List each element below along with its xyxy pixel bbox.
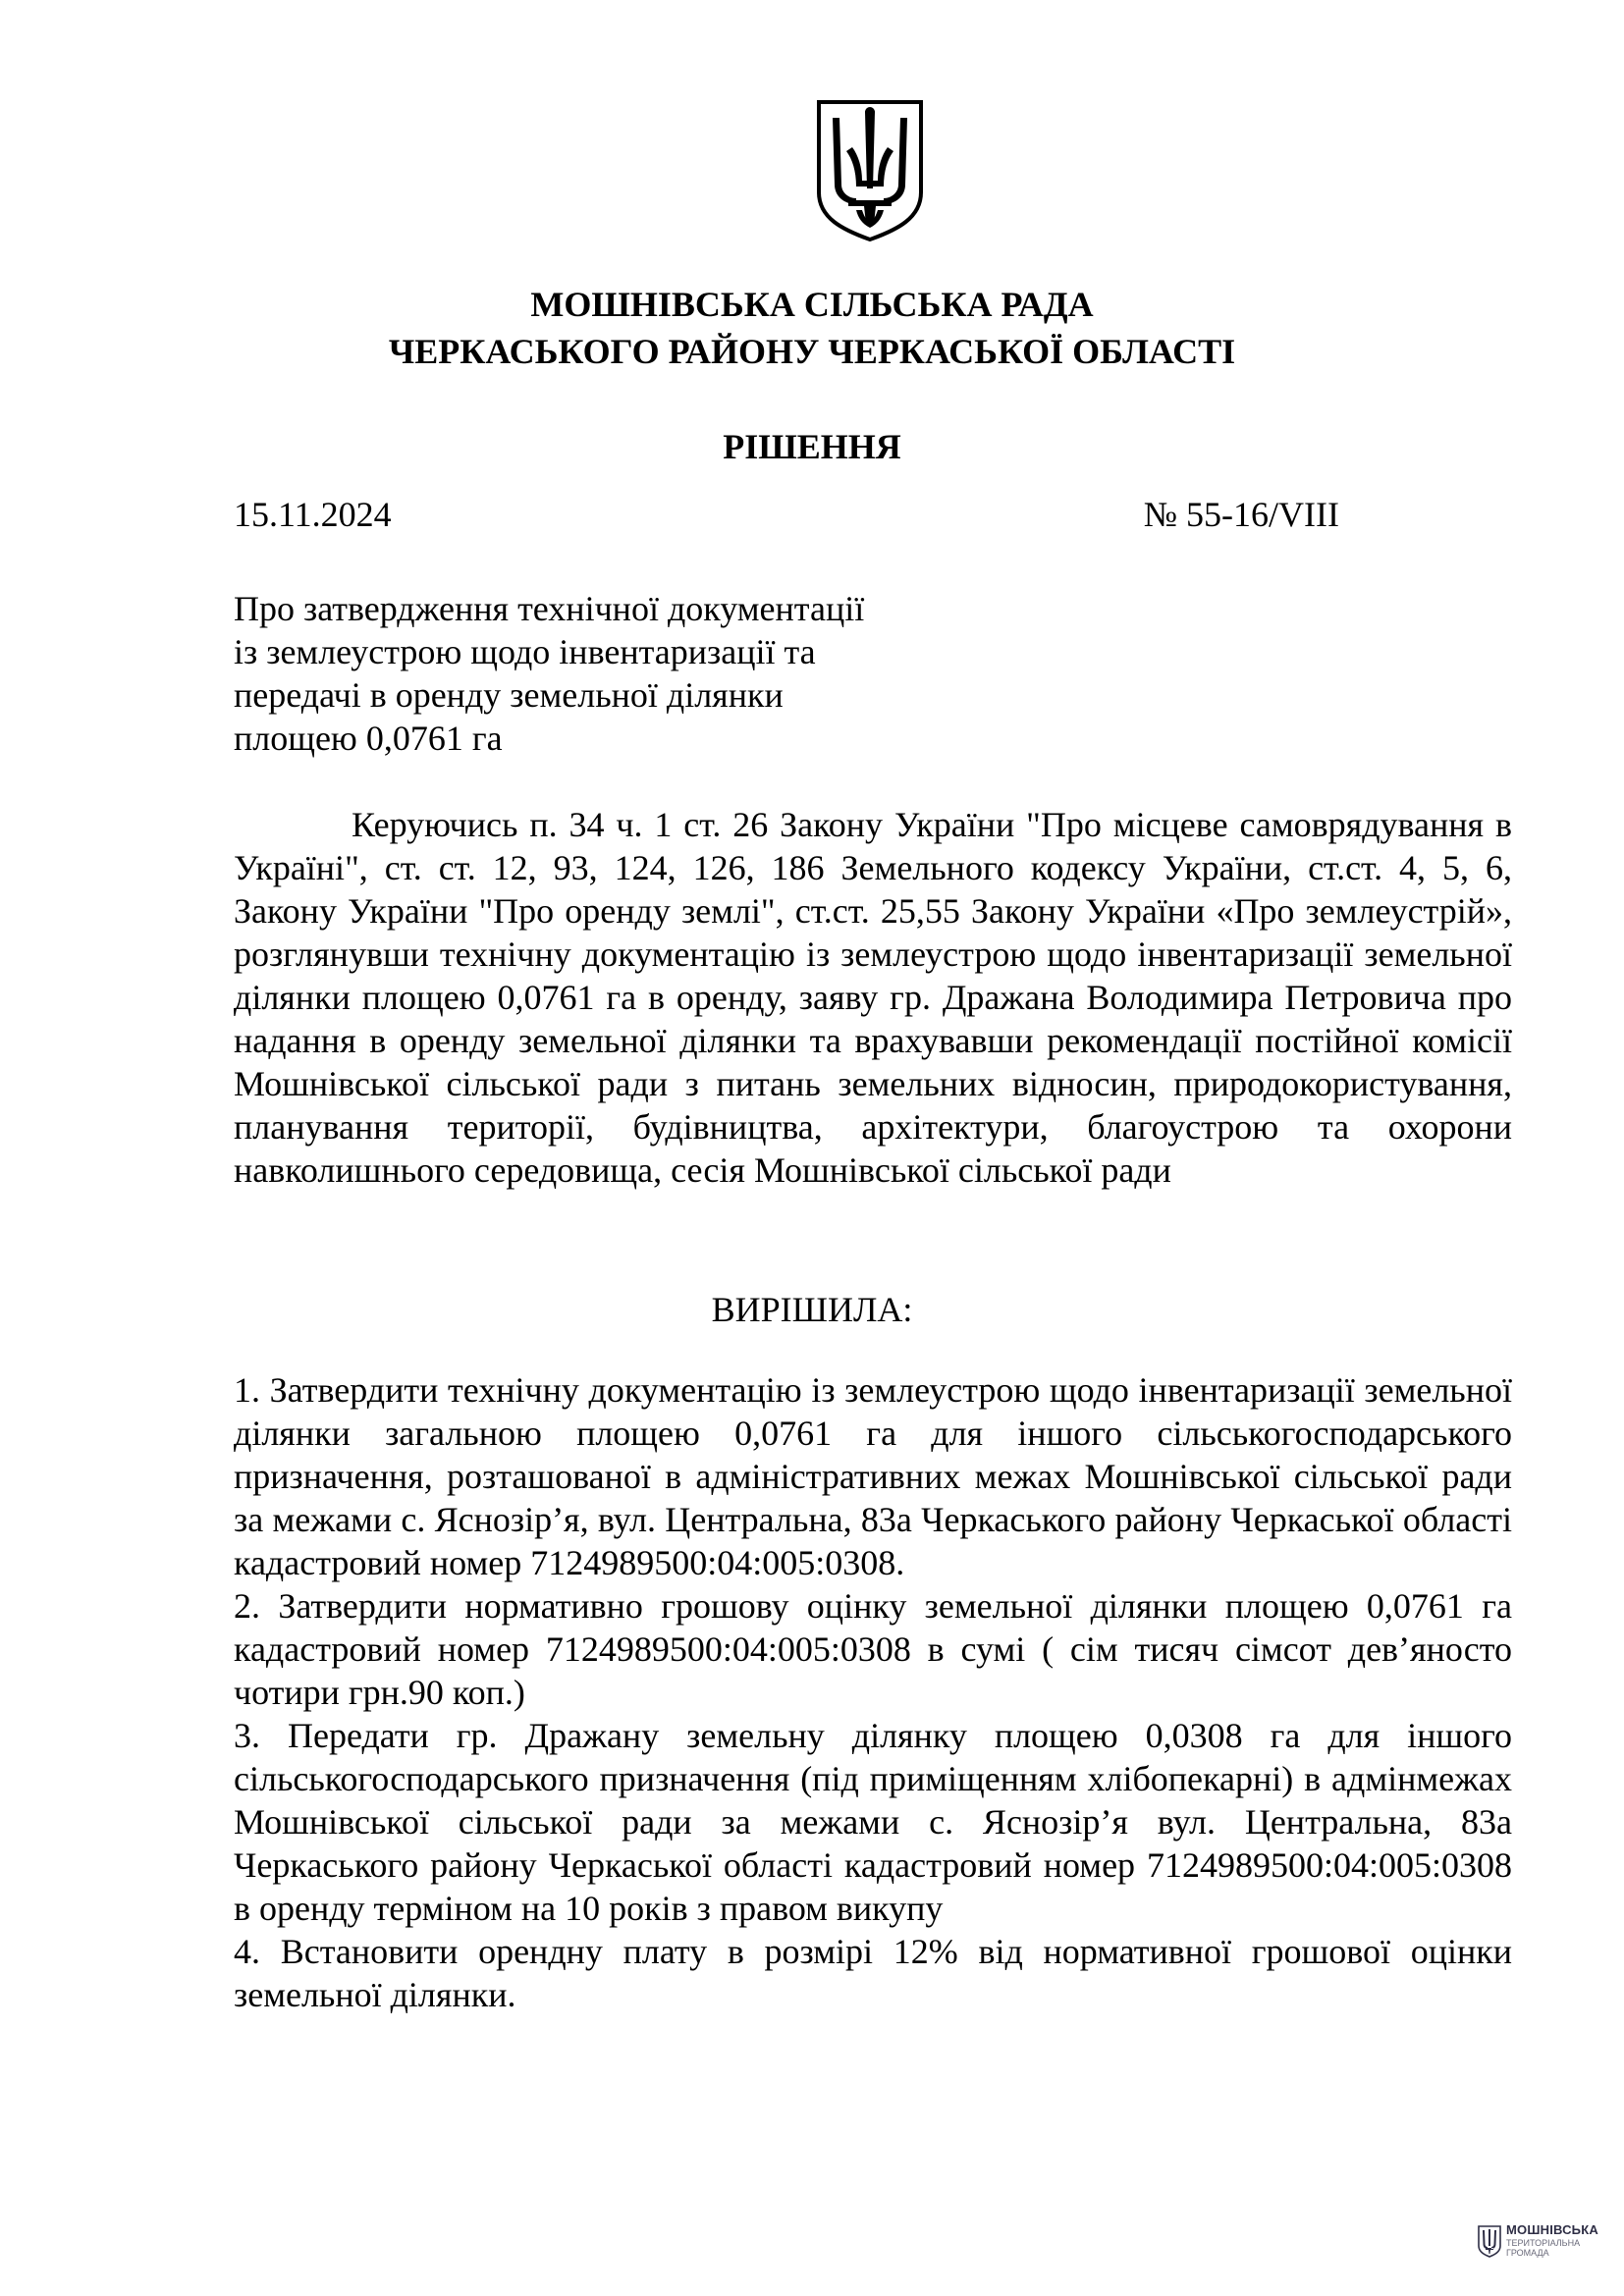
document-type-title: РІШЕННЯ — [723, 427, 901, 466]
community-logo — [1477, 2220, 1614, 2277]
decision-item: 1. Затвердити технічну документацію із землеустрою щодо інвентаризації земельної ділянки загальною площею 0,0761 га для іншого сільськогосподарського призначення, розташованої в адміністративних межах Мошнівської сільської ради за межами с. Яснозір’я, вул. Центральна, 83а Черкаського району Черкаської області кадастровий номер 7124989500:04:005:0308. — [234, 1370, 1512, 1582]
decision-subject — [234, 587, 941, 760]
decision-item: 3. Передати гр. Дражану земельну ділянку площею 0,0308 га для іншого сільськогосподарського призначення (під приміщенням хлібопекарні) в адмінмежах Мошнівської сільської ради за межами с. Яснозір’я вул. Центральна, 83а Черкаського району Черкаської області кадастровий номер 7124989500:04:005:0308 в оренду терміном на 10 років з правом викупу — [234, 1716, 1512, 1928]
community-logo-subtitle: ТЕРИТОРІАЛЬНА ГРОМАДА — [1506, 2238, 1581, 2258]
community-logo-title: МОШНІВСЬКА — [1506, 2222, 1598, 2237]
decision-date: 15.11.2024 — [234, 495, 392, 534]
trident-small-icon — [1477, 2224, 1502, 2258]
subject-line: площею 0,0761 га — [234, 719, 503, 758]
decided-heading: ВИРІШИЛА: — [711, 1290, 913, 1329]
decision-number: № 55-16/VIII — [1143, 495, 1339, 534]
subject-line: Про затвердження технічної документації — [234, 589, 865, 628]
subject-line: передачі в оренду земельної ділянки — [234, 675, 784, 715]
preamble-paragraph: Керуючись п. 34 ч. 1 ст. 26 Закону України "Про місцеве самоврядування в Україні", ст. ст. 12, 93, 124, 126, 186 Земельного кодексу України, ст.ст. 4, 5, 6, Закону України "Про оренду землі", ст.ст. 25,55 Закону України «Про землеустрій», розглянувши технічну документацію із землеустрою щодо інвентаризації земельної ділянки площею 0,0761 га в оренду, заяву гр. Дражана Володимира Петровича про надання в оренду земельної ділянки та врахувавши рекомендації постійної комісії Мошнівської сільської ради з питань земельних відносин, природокористування, планування території, будівництва, архітектури, благоустрою та охорони навколишнього середовища, сесія Мошнівської сільської ради — [234, 805, 1512, 1190]
decision-item: 2. Затвердити нормативно грошову оцінку земельної ділянки площею 0,0761 га кадастровий номер 7124989500:04:005:0308 в сумі ( сім тисяч сімсот дев’яносто чотири грн.90 коп.) — [234, 1586, 1512, 1712]
council-district: ЧЕРКАСЬКОГО РАЙОНУ ЧЕРКАСЬКОЇ ОБЛАСТІ — [388, 332, 1236, 371]
decision-item: 4. Встановити орендну плату в розмірі 12% від нормативної грошової оцінки земельної ділянки. — [234, 1932, 1512, 2014]
subject-line: із землеустрою щодо інвентаризації та — [234, 632, 816, 671]
decision-items — [234, 1368, 1512, 2016]
council-name: МОШНІВСЬКА СІЛЬСЬКА РАДА — [530, 285, 1094, 324]
trident-coat-of-arms-icon — [813, 98, 927, 241]
